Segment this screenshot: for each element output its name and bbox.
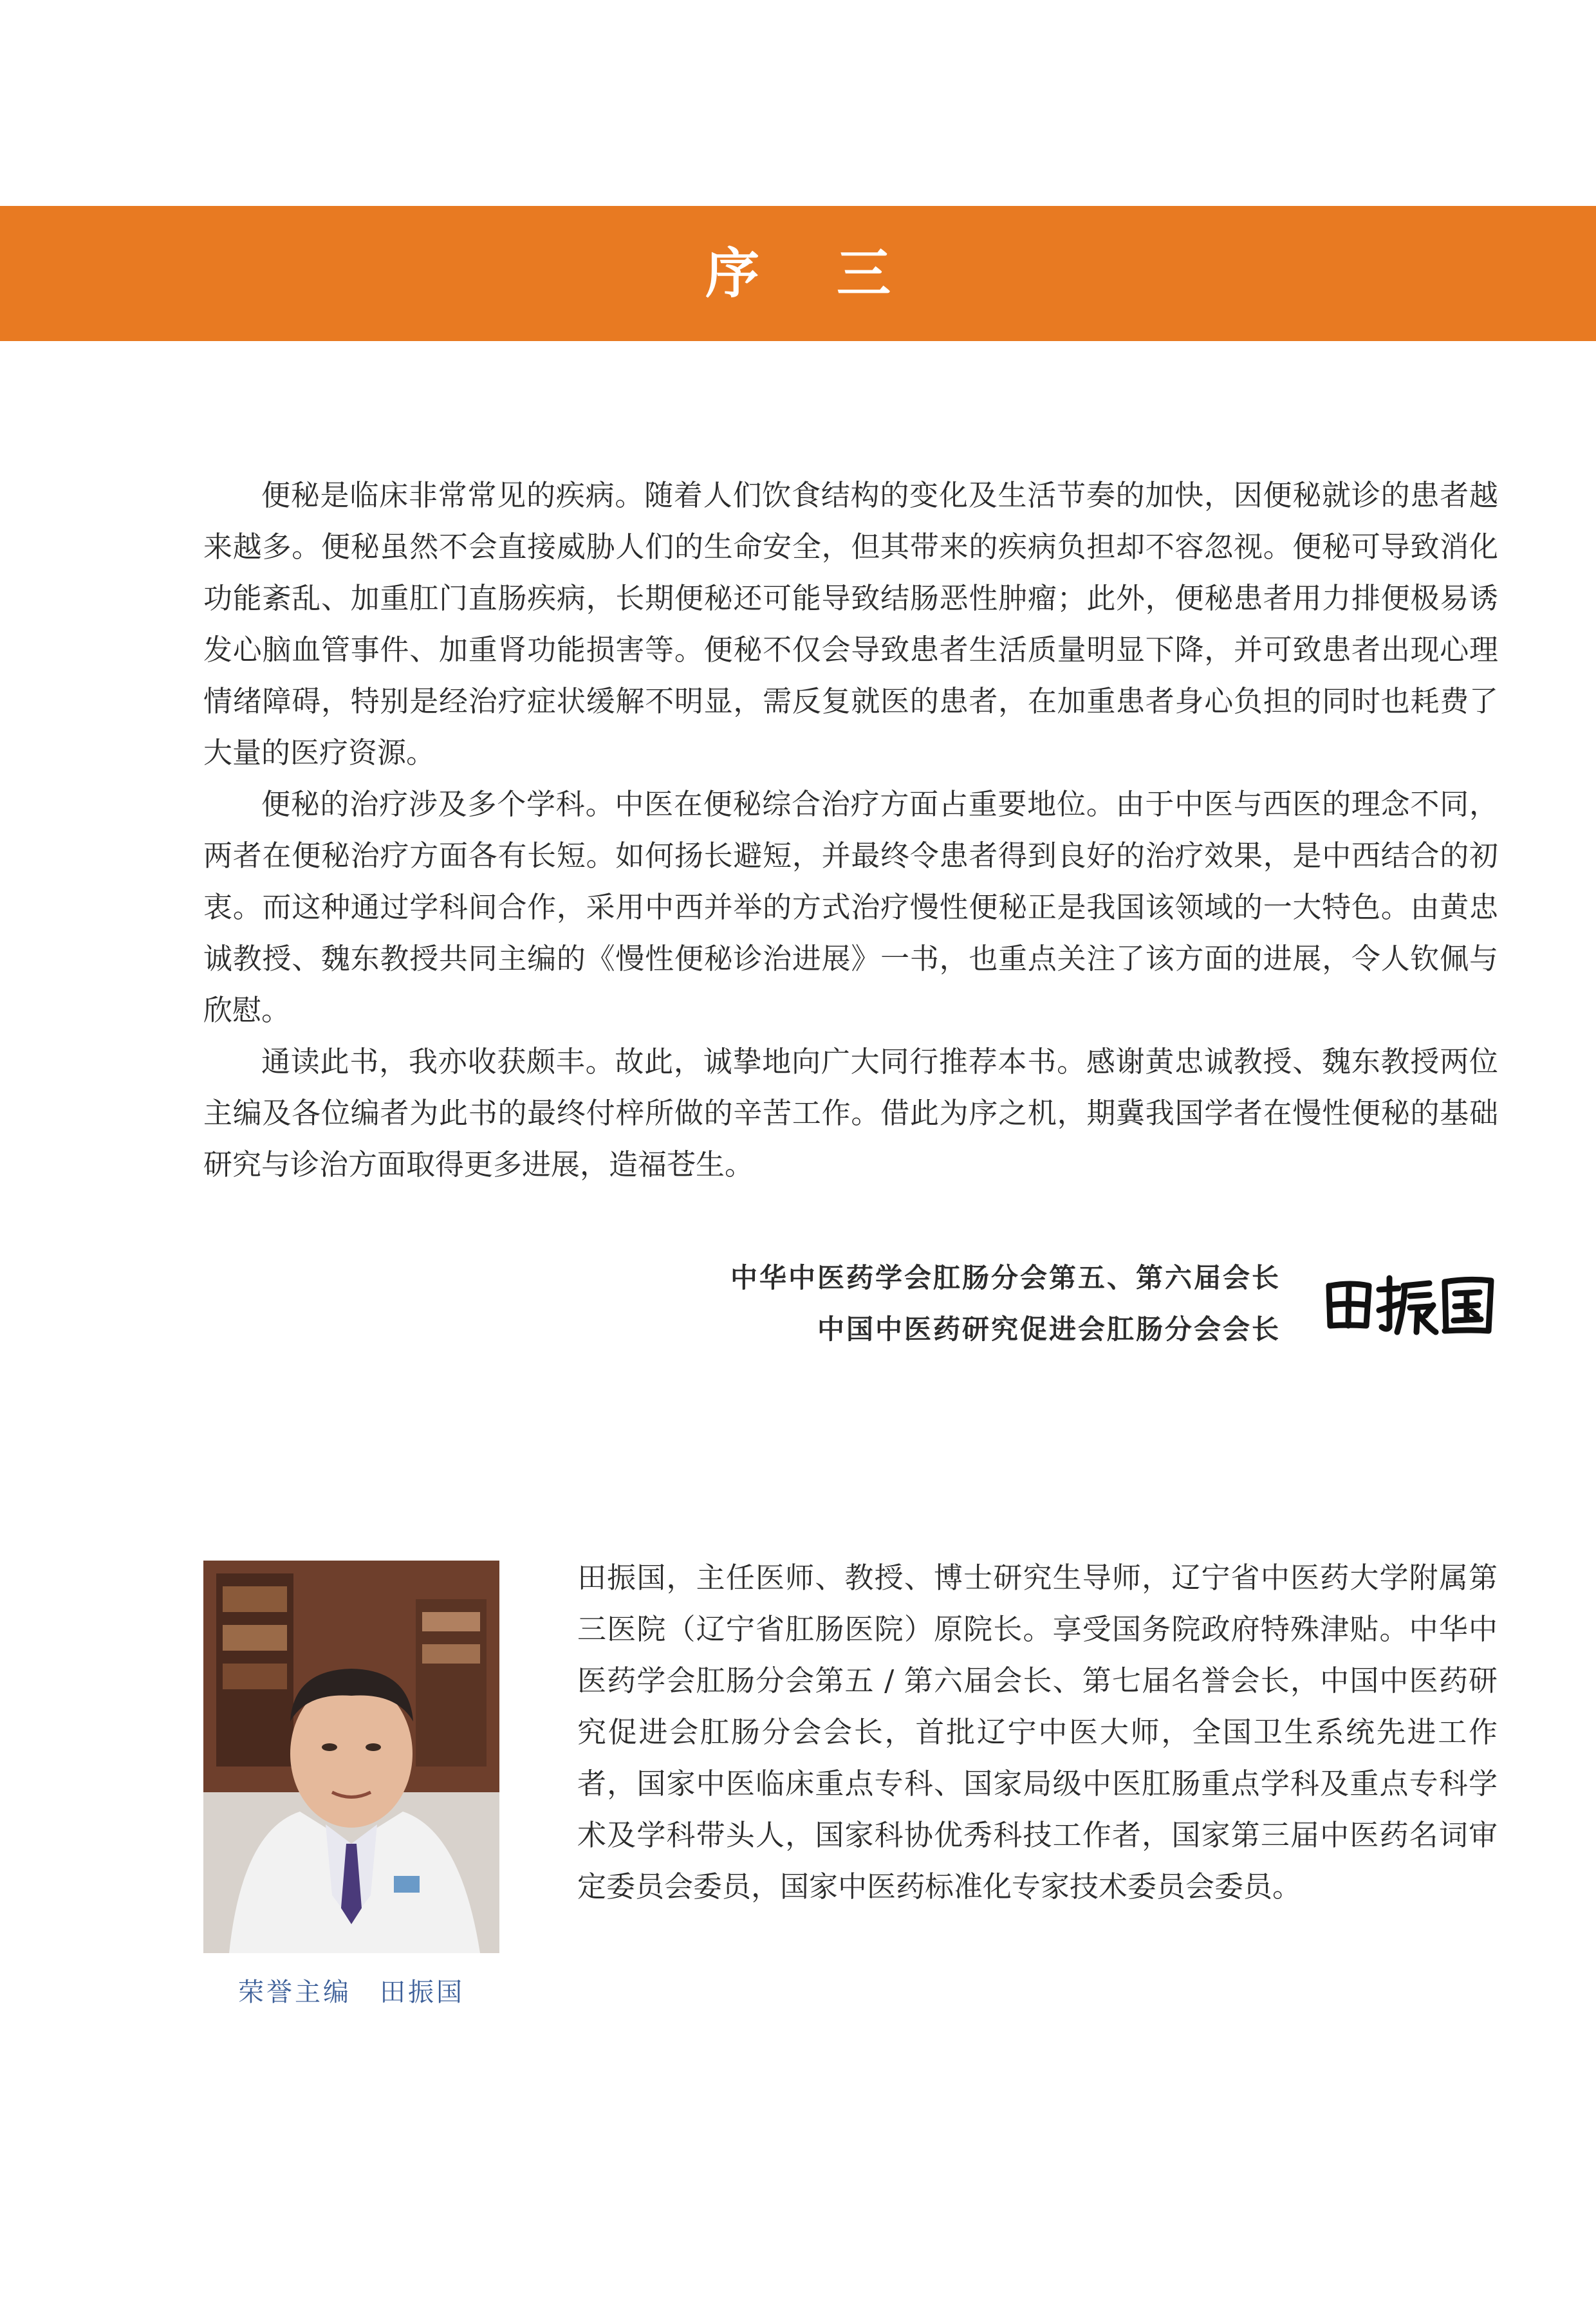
paragraph-1: 便秘是临床非常常见的疾病。随着人们饮食结构的变化及生活节奏的加快，因便秘就诊的患者越来越多。便秘虽然不会直接威胁人们的生命安全，但其带来的疾病负担却不容忽视。便秘可导致消化功能紊乱、加重肛门直肠疾病，长期便秘还可能导致结肠恶性肿瘤；此外，便秘患者用力排便极易诱发心脑血管事件、加重肾功能损害等。便秘不仅会导致患者生活质量明显下降，并可致患者出现心理情绪障碍，特别是经治疗症状缓解不明显，需反复就医的患者，在加重患者身心负担的同时也耗费了大量的医疗资源。	[203, 478, 1498, 770]
page-title: 序三	[705, 241, 968, 305]
paragraph-2: 便秘的治疗涉及多个学科。中医在便秘综合治疗方面占重要地位。由于中医与西医的理念不同，两者在便秘治疗方面各有长短。如何扬长避短，并最终令患者得到良好的治疗效果，是中西结合的初衷。而这种通过学科间合作，采用中西并举的方式治疗慢性便秘正是我国该领域的一大特色。由黄忠诚教授、魏东教授共同主编的《慢性便秘诊治进展》一书，也重点关注了该方面的进展，令人钦佩与欣慰。	[203, 787, 1498, 1027]
paragraph-3: 通读此书，我亦收获颇丰。故此，诚挚地向广大同行推荐本书。感谢黄忠诚教授、魏东教授两位主编及各位编者为此书的最终付梓所做的辛苦工作。借此为序之机，期冀我国学者在慢性便秘的基础研究与诊治方面取得更多进展，造福苍生。	[203, 1044, 1498, 1182]
signature-title-1: 中华中医药学会肛肠分会第五、第六届会长	[730, 1262, 1281, 1294]
title-banner	[0, 206, 1596, 341]
portrait-illustration	[203, 1561, 499, 1953]
preface-body	[203, 470, 1498, 1191]
portrait-photo	[203, 1561, 499, 1953]
signature-block	[644, 1252, 1281, 1355]
portrait-caption: 荣誉主编 田振国	[238, 1978, 465, 2007]
signature-title-2: 中国中医药研究促进会肛肠分会会长	[817, 1313, 1281, 1345]
handwritten-signature	[1322, 1268, 1496, 1342]
bio-text: 田振国，主任医师、教授、博士研究生导师，辽宁省中医药大学附属第三医院（辽宁省肛肠医院）原院长。享受国务院政府特殊津贴。中华中医药学会肛肠分会第五 / 第六届会长、第七届名誉会长，中国中医药研究促进会肛肠分会会长，首批辽宁中医大师，全国卫生系统先进工作者，国家中医临床重点专科、国家局级中医肛肠重点学科及重点专科学术及学科带头人，国家科协优秀科技工作者，国家第三届中医药名词审定委员会委员，国家中医药标准化专家技术委员会委员。	[577, 1561, 1498, 1904]
